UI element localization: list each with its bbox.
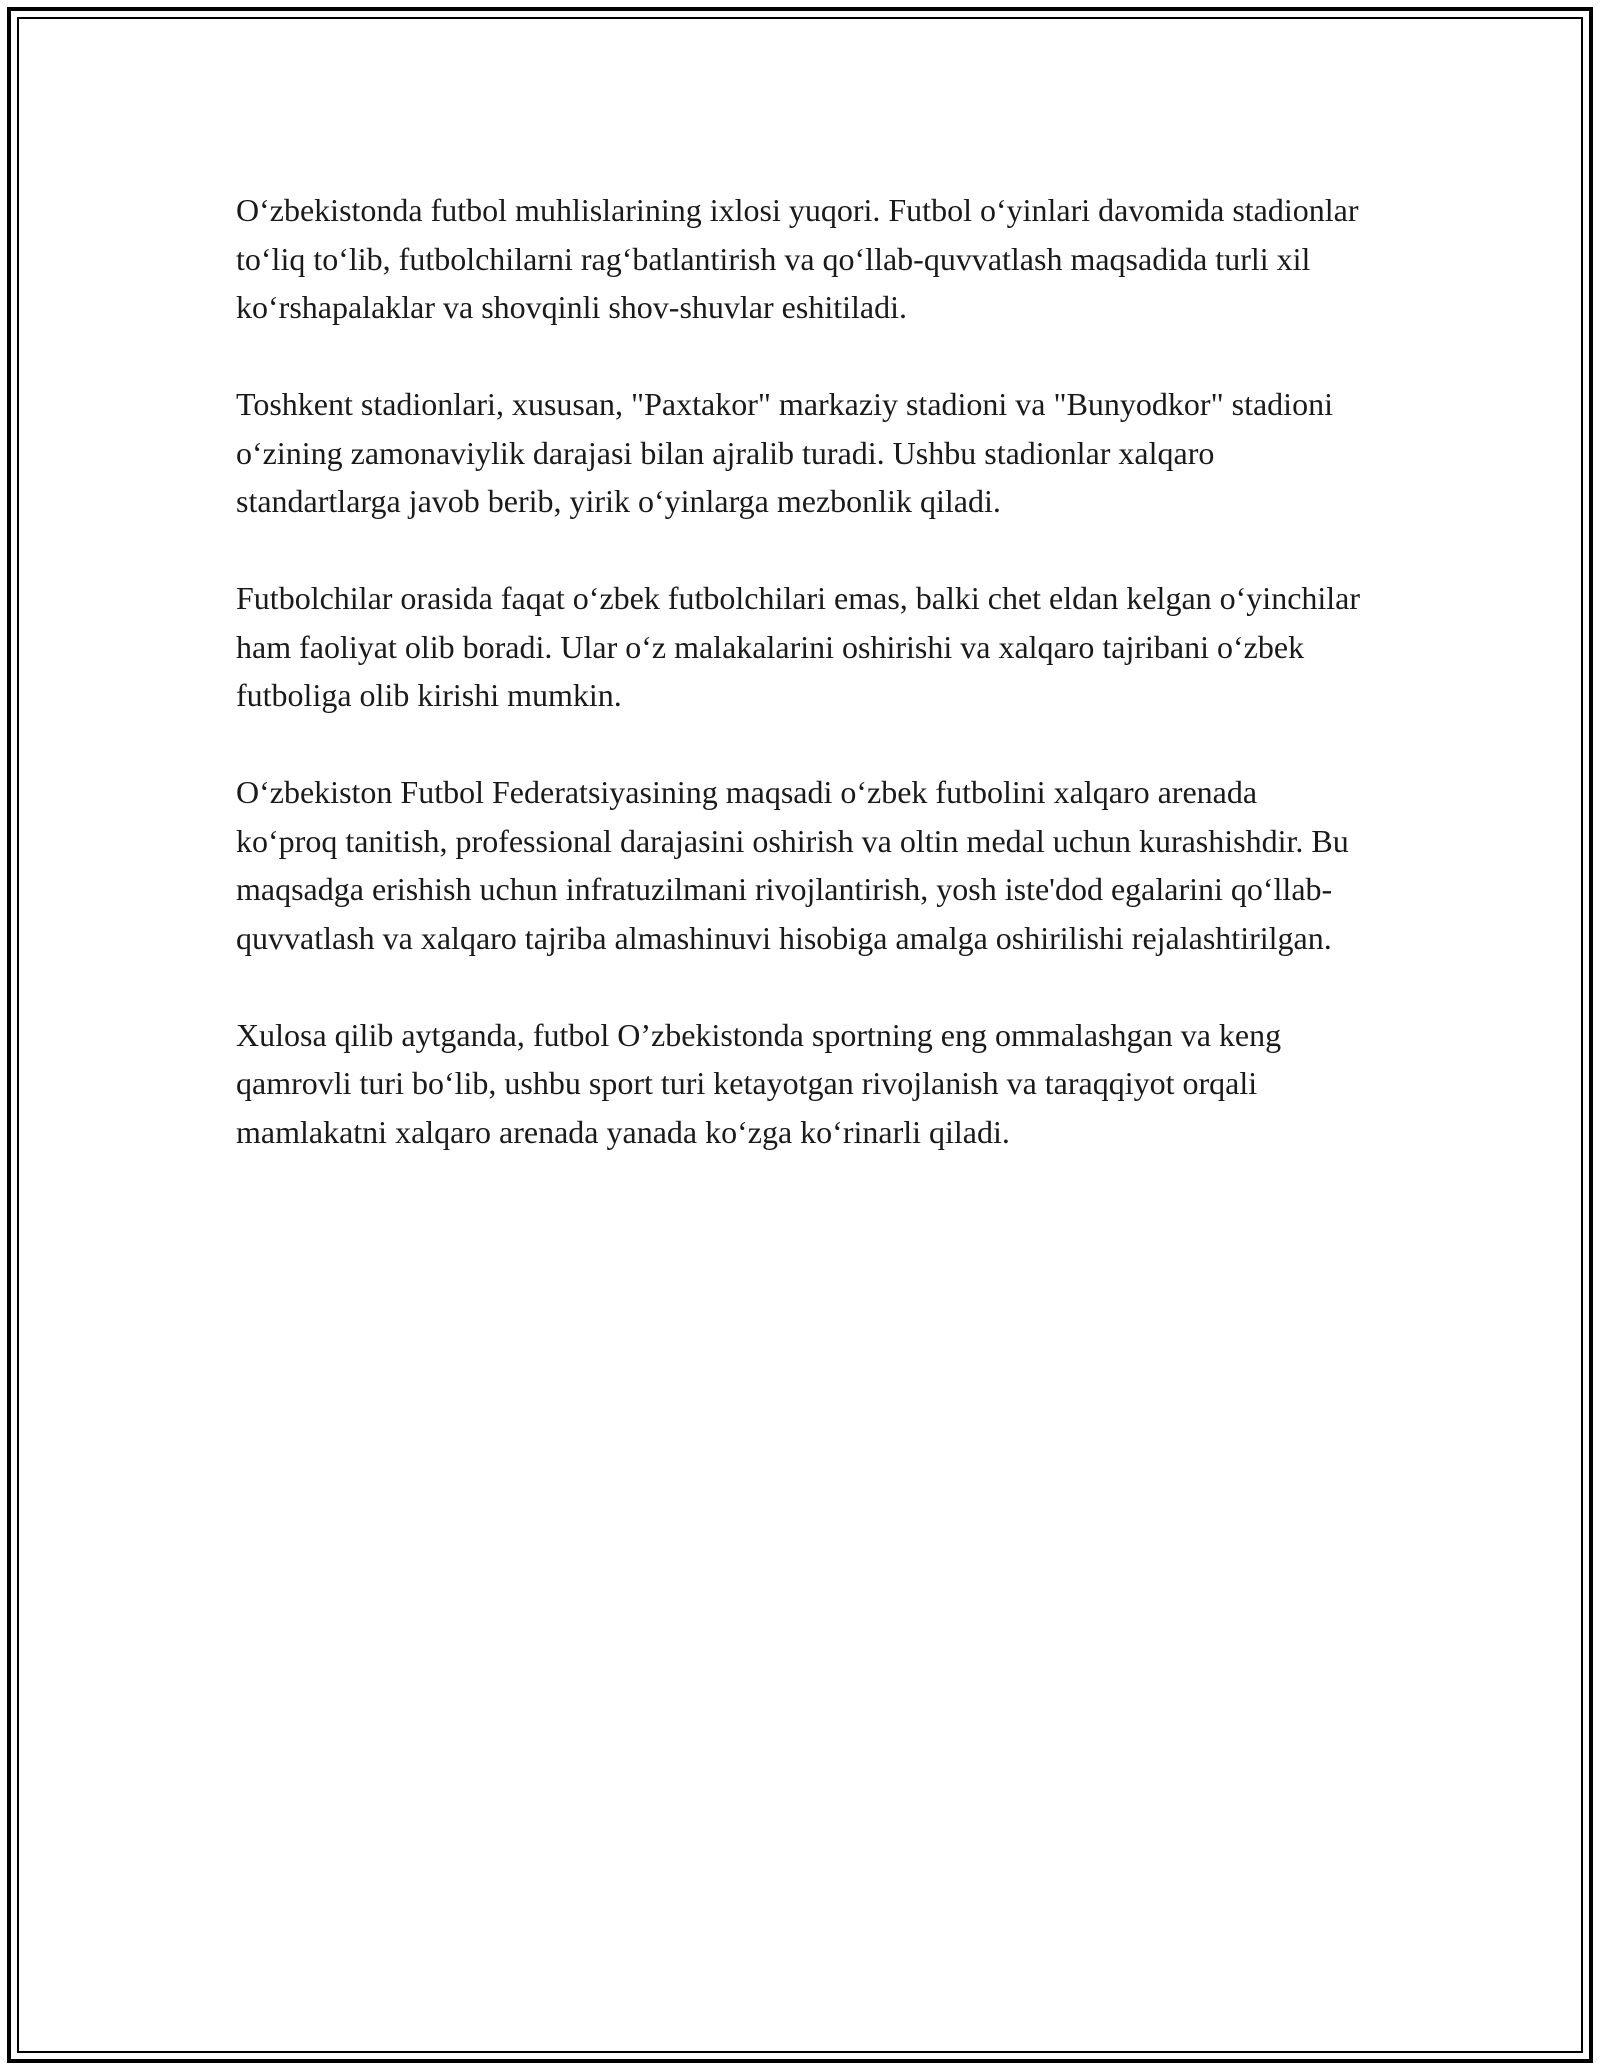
- paragraph-tashkent-stadiums: Toshkent stadionlari, xususan, "Paxtakor" markaziy stadioni va "Bunyodkor" stadioni o‘zining zamonaviylik darajasi bilan ajralib turadi. Ushbu stadionlar xalqaro standartlarga javob berib, yirik o‘yinlarga mezbonlik qiladi.: [236, 386, 1333, 519]
- paragraph-foreign-players: Futbolchilar orasida faqat o‘zbek futbolchilari emas, balki chet eldan kelgan o‘yinchilar ham faoliyat olib boradi. Ular o‘z malakalarini oshirishi va xalqaro tajribani o‘zbek futboliga olib kirishi mumkin.: [236, 580, 1361, 713]
- paragraph-federation-goals: O‘zbekiston Futbol Federatsiyasining maqsadi o‘zbek futbolini xalqaro arenada ko‘proq tanitish, professional darajasini oshirish va oltin medal uchun kurashishdir. Bu maqsadga erishish uchun infratuzilmani rivojlantirish, yosh iste'dod egalarini qo‘llab-quvvatlash va xalqaro tajriba almashinuvi hisobiga amalga oshirilishi rejalashtirilgan.: [236, 774, 1349, 956]
- paragraph-football-fans: O‘zbekistonda futbol muhlislarining ixlosi yuqori. Futbol o‘yinlari davomida stadionlar to‘liq to‘lib, futbolchilarni rag‘batlantirish va qo‘llab-quvvatlash maqsadida turli xil ko‘rshapalaklar va shovqinli shov-shuvlar eshitiladi.: [236, 192, 1359, 325]
- paragraph-conclusion: Xulosa qilib aytganda, futbol O’zbekistonda sportning eng ommalashgan va keng qamrovli turi bo‘lib, ushbu sport turi ketayotgan rivojlanish va taraqqiyot orqali mamlakatni xalqaro arenada yanada ko‘zga ko‘rinarli qiladi.: [236, 1016, 1282, 1150]
- document-body: [236, 186, 1366, 1205]
